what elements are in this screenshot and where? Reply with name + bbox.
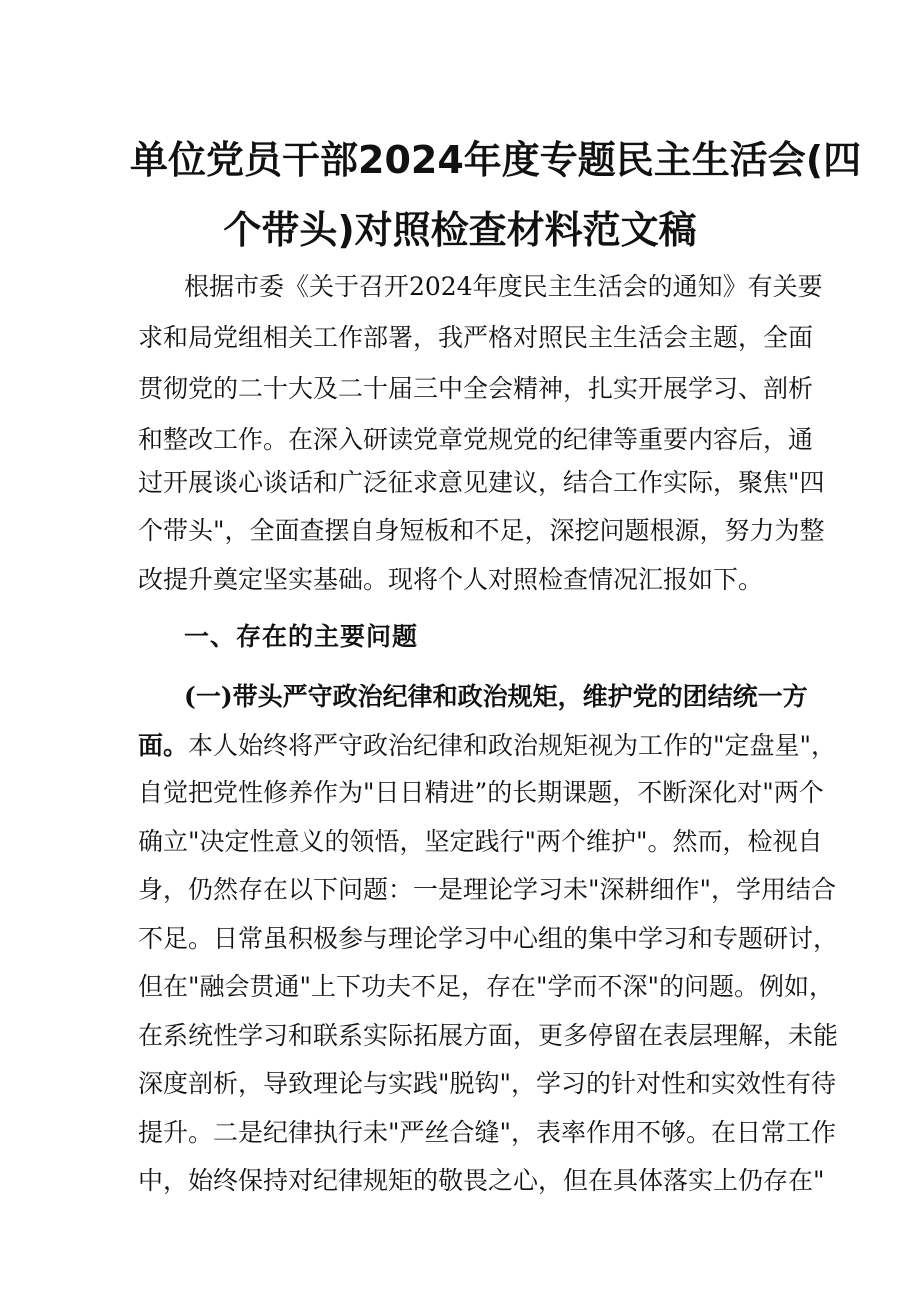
intro-paragraph-line: 贯彻党的二十大及二十届三中全会精神，扎实开展学习、剖析 [138, 374, 814, 403]
intro-paragraph-line: 求和局党组相关工作部署，我严格对照民主生活会主题，全面 [138, 323, 814, 352]
intro-paragraph-line: 和整改工作。在深入研读党章党规党的纪律等重要内容后，通 [138, 425, 814, 454]
intro-paragraph-line: 根据市委《关于召开2024年度民主生活会的通知》有关要 [184, 272, 823, 301]
intro-paragraph-line: 个带头"，全面查摆自身短板和不足，深挖问题根源，努力为整 [138, 516, 825, 545]
subsection-paragraph-line: 但在"融会贯通"上下功夫不足，存在"学而不深"的问题。例如， [138, 972, 834, 1001]
subsection-paragraph-line [138, 729, 837, 763]
subsection-heading-tail: 面。 [138, 731, 189, 760]
subsection-heading-line: (一)带头严守政治纪律和政治规矩，维护党的团结统一方 [184, 682, 808, 711]
section-heading: 一、存在的主要问题 [184, 622, 419, 651]
subsection-paragraph-line: 提升。二是纪律执行未"严丝合缝"，表率作用不够。在日常工作 [138, 1118, 837, 1147]
subsection-paragraph-line: 自觉把党性修养作为"日日精进”的长期课题，不断深化对"两个 [138, 778, 824, 807]
document-title-line-1: 单位党员干部2024年度专题民主生活会(四 [130, 138, 862, 182]
subsection-paragraph-line: 在系统性学习和联系实际拓展方面，更多停留在表层理解，未能 [138, 1021, 839, 1050]
subsection-paragraph-line: 中，始终保持对纪律规矩的敬畏之心，但在具体落实上仍存在" [138, 1166, 825, 1195]
subsection-paragraph-line: 不足。日常虽积极参与理论学习中心组的集中学习和专题研讨， [138, 924, 839, 953]
intro-paragraph-line: 改提升奠定坚实基础。现将个人对照检查情况汇报如下。 [138, 565, 764, 594]
document-title-line-2: 个带头)对照检查材料范文稿 [223, 208, 697, 252]
subsection-paragraph-line: 深度剖析，导致理论与实践"脱钩"，学习的针对性和实效性有待 [138, 1069, 837, 1098]
subsection-paragraph-line: 身，仍然存在以下问题：一是理论学习未"深耕细作"，学用结合 [138, 875, 837, 904]
subsection-paragraph-text: 本人始终将严守政治纪律和政治规矩视为工作的"定盘星"， [188, 731, 837, 760]
intro-paragraph-line: 过开展谈心谈话和广泛征求意见建议，结合工作实际，聚焦"四 [138, 468, 825, 497]
subsection-paragraph-line: 确立"决定性意义的领悟，坚定践行"两个维护"。然而，检视自 [138, 827, 823, 856]
